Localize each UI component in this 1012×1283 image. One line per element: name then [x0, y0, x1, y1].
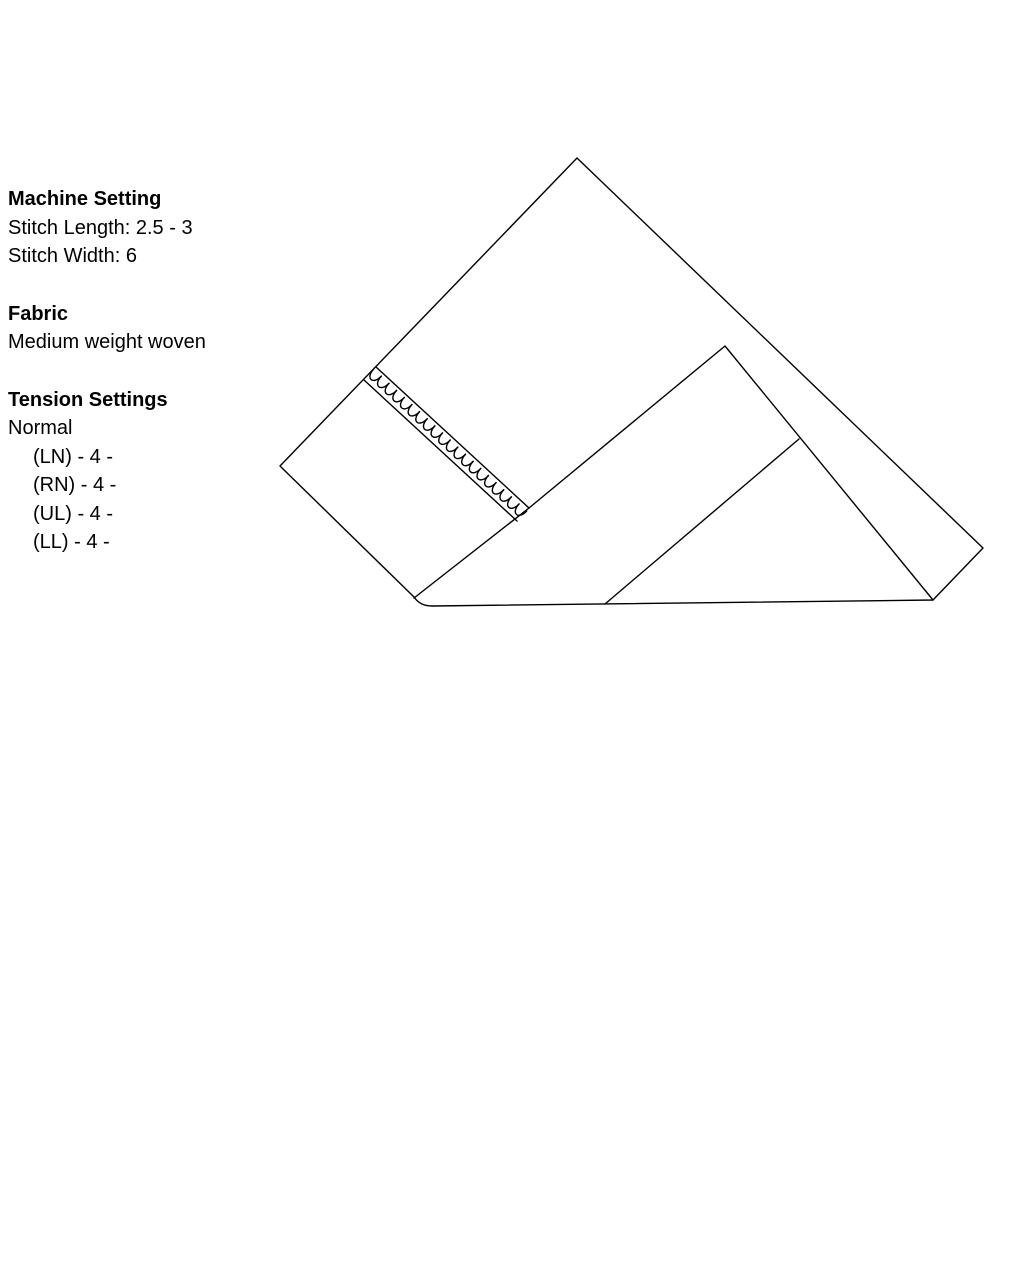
stitch-width: Stitch Width: 6	[8, 245, 137, 267]
tension-ln: (LN) - 4 -	[33, 445, 113, 468]
seam-edge-top	[376, 367, 529, 508]
fabric-description: Medium weight woven	[8, 331, 206, 353]
overlock-stitch	[370, 369, 527, 515]
tension-rn: (RN) - 4 -	[33, 474, 117, 496]
tension-settings-heading: Tension Settings	[8, 388, 168, 411]
stitch-length: Stitch Length: 2.5 - 3	[8, 216, 193, 239]
fabric-small-fold	[605, 439, 799, 604]
tension-ul: (UL) - 4 -	[33, 502, 113, 525]
fabric-outer-outline	[280, 158, 983, 606]
fabric-heading: Fabric	[8, 302, 69, 325]
tension-mode: Normal	[8, 417, 73, 439]
tension-ll: (LL) - 4 -	[33, 531, 110, 553]
machine-setting-heading: Machine Setting	[8, 188, 162, 210]
seam-edge-bottom	[364, 380, 517, 521]
